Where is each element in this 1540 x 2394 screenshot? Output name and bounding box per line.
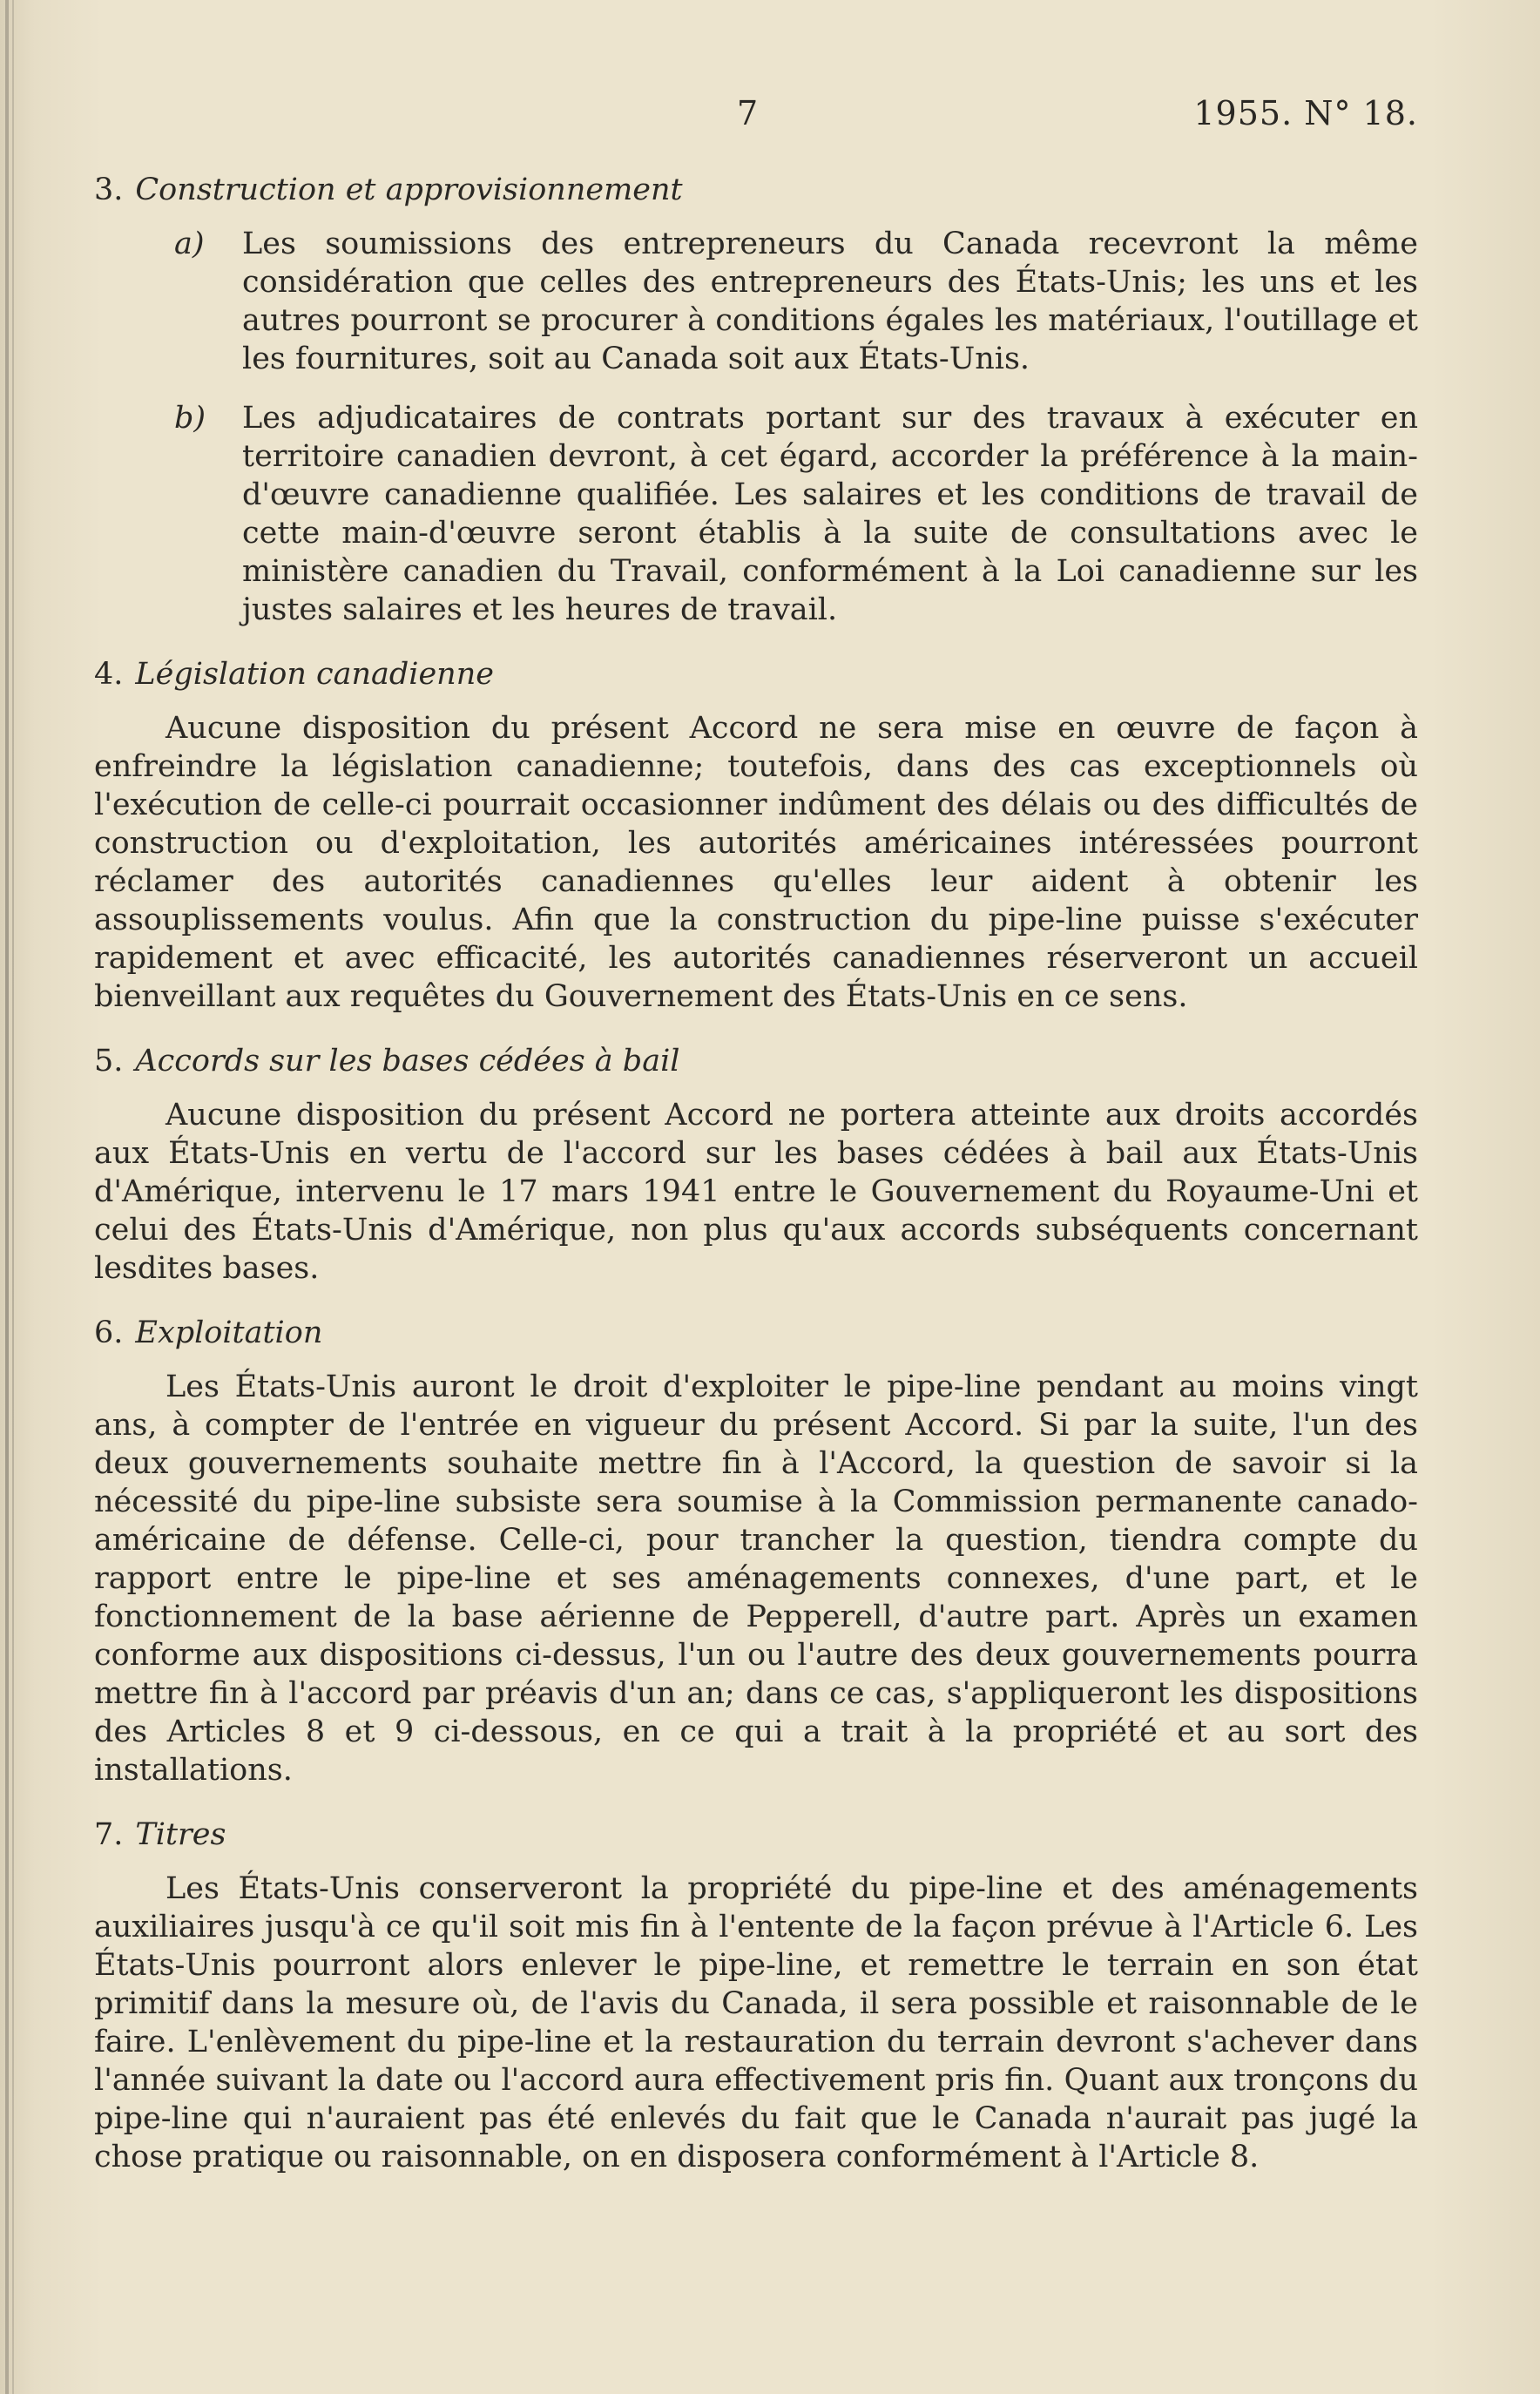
sub-item-a <box>94 225 1418 378</box>
section-heading <box>94 1816 1418 1854</box>
section-heading <box>94 1314 1418 1352</box>
section-heading <box>94 1042 1418 1080</box>
section-title: Accords sur les bases cédées à bail <box>135 1044 680 1079</box>
section-construction <box>94 171 1418 629</box>
binding-edge-line-secondary <box>12 0 14 2394</box>
sub-item-text: Les adjudicataires de contrats portant sur des travaux à exécuter en territoire canadien devront, à cet égard, accorder la préférence à la main-d'œuvre canadienne qualifiée. Les salaires et les conditions de travail de cette main-d'œuvre seront établis à la suite de consultations avec le ministère canadien du Travail, conformément à la Loi canadienne sur les justes salaires et les heures de travail. <box>242 401 1418 627</box>
document-body <box>94 171 1418 2202</box>
section-number: 4. <box>94 657 124 692</box>
section-number: 5. <box>94 1044 124 1079</box>
section-heading <box>94 655 1418 693</box>
sub-item-text: Les soumissions des entrepreneurs du Canada recevront la même considération que celles des entrepreneurs des États-Unis; les uns et les autres pourront se procurer à conditions égales les matériaux, l'outillage et les fournitures, soit au Canada soit aux États-Unis. <box>242 227 1418 376</box>
section-paragraph: Les États-Unis auront le droit d'exploiter le pipe-line pendant au moins vingt ans, à compter de l'entrée en vigueur du présent Accord. Si par la suite, l'un des deux gouvernements souhaite mettre fin à l'Accord, la question de savoir si la nécessité du pipe-line subsiste sera soumise à la Commission permanente canado-américaine de défense. Celle-ci, pour trancher la question, tiendra compte du rapport entre le pipe-line et ses aménagements connexes, d'une part, et le fonctionnement de la base aérienne de Pepperell, d'autre part. Après un examen conforme aux dispositions ci-dessus, l'un ou l'autre des deux gouvernements pourra mettre fin à l'accord par préavis d'un an; dans ce cas, s'appliqueront les dispositions des Articles 8 et 9 ci-dessous, en ce qui a trait à la propriété et au sort des installations. <box>94 1369 1418 1788</box>
section-number: 7. <box>94 1817 124 1852</box>
issue-reference: 1955. N° 18. <box>1193 94 1418 132</box>
sub-item-b <box>94 399 1418 629</box>
section-paragraph: Les États-Unis conserveront la propriété du pipe-line et des aménagements auxiliaires jusqu'à ce qu'il soit mis fin à l'entente de la façon prévue à l'Article 6. Les États-Unis pourront alors enlever le pipe-line, et remettre le terrain en son état primitif dans la mesure où, de l'avis du Canada, il sera possible et raisonnable de le faire. L'enlèvement du pipe-line et la restauration du terrain devront s'achever dans l'année suivant la date ou l'accord aura effectivement pris fin. Quant aux tronçons du pipe-line qui n'auraient pas été enlevés du fait que le Canada n'aurait pas jugé la chose pratique ou raisonnable, on en disposera conformément à l'Article 8. <box>94 1871 1418 2174</box>
section-number: 3. <box>94 172 124 207</box>
sub-item-label: a) <box>174 227 205 261</box>
section-titles <box>94 1816 1418 2176</box>
section-title: Titres <box>135 1817 226 1852</box>
section-title: Construction et approvisionnement <box>135 172 683 207</box>
page-header <box>0 94 1540 146</box>
section-paragraph: Aucune disposition du présent Accord ne portera atteinte aux droits accordés aux États-Unis en vertu de l'accord sur les bases cédées à bail aux États-Unis d'Amérique, intervenu le 17 mars 1941 entre le Gouvernement du Royaume-Uni et celui des États-Unis d'Amérique, non plus qu'aux accords subséquents concernant lesdites bases. <box>94 1098 1418 1286</box>
section-title: Exploitation <box>135 1315 323 1350</box>
section-legislation <box>94 655 1418 1016</box>
section-heading <box>94 171 1418 209</box>
section-leased-bases <box>94 1042 1418 1288</box>
page-number: 7 <box>737 94 760 132</box>
section-title: Législation canadienne <box>135 657 494 692</box>
binding-edge-line <box>5 0 9 2394</box>
section-number: 6. <box>94 1315 124 1350</box>
section-exploitation <box>94 1314 1418 1789</box>
section-paragraph: Aucune disposition du présent Accord ne sera mise en œuvre de façon à enfreindre la législation canadienne; toutefois, dans des cas exceptionnels où l'exécution de celle-ci pourrait occasionner indûment des délais ou des difficultés de construction ou d'exploitation, les autorités américaines intéressées pourront réclamer des autorités canadiennes qu'elles leur aident à obtenir les assouplissements voulus. Afin que la construction du pipe-line puisse s'exécuter rapidement et avec efficacité, les autorités canadiennes réserveront un accueil bienveillant aux requêtes du Gouvernement des États-Unis en ce sens. <box>94 711 1418 1014</box>
sub-item-label: b) <box>174 401 206 436</box>
